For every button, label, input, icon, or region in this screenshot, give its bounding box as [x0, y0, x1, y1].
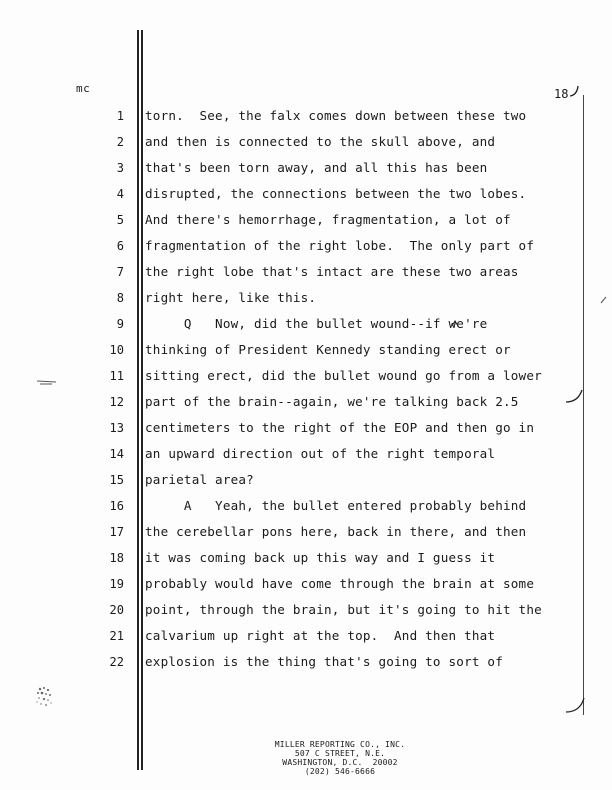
transcript-line	[0, 311, 612, 337]
line-text: A Yeah, the bullet entered probably behind	[145, 498, 527, 513]
line-number: 14	[109, 447, 124, 461]
line-text: part of the brain--again, we're talking back 2.5	[145, 394, 519, 409]
footer-phone: (202) 546-6666	[304, 767, 376, 776]
line-number: 12	[109, 395, 124, 409]
line-text: an upward direction out of the right temporal	[145, 446, 496, 461]
line-number: 22	[109, 655, 124, 669]
right-tick-mark	[600, 296, 608, 304]
transcript-line	[0, 181, 612, 207]
line-text: centimeters to the right of the EOP and then go in	[145, 420, 535, 435]
line-text: sitting erect, did the bullet wound go from a lower	[145, 368, 542, 383]
transcript-line	[0, 493, 612, 519]
line-number: 11	[109, 369, 124, 383]
line-text: right here, like this.	[145, 290, 317, 305]
footer-company: MILLER REPORTING CO., INC.	[274, 740, 406, 749]
footer-street: 507 C STREET, N.E.	[294, 749, 386, 758]
line-text: the cerebellar pons here, back in there, and then	[145, 524, 527, 539]
scan-smudge-icon	[30, 683, 58, 713]
transcript-line	[0, 363, 612, 389]
transcript-line	[0, 207, 612, 233]
transcript-line	[0, 389, 612, 415]
line-number: 18	[109, 551, 124, 565]
line-text: calvarium up right at the top. And then that	[145, 628, 496, 643]
transcript-line	[0, 571, 612, 597]
line-number: 19	[109, 577, 124, 591]
insertion-caret-mark	[451, 320, 459, 328]
transcript-line	[0, 467, 612, 493]
reporter-footer	[240, 740, 440, 776]
line-text: And there's hemorrhage, fragmentation, a lot of	[145, 212, 511, 227]
transcript-line	[0, 623, 612, 649]
line-text: thinking of President Kennedy standing erect or	[145, 342, 511, 357]
line-number: 15	[109, 473, 124, 487]
line-text: probably would have come through the brain at some	[145, 576, 535, 591]
line-number: 7	[116, 265, 124, 279]
line-number: 6	[116, 239, 124, 253]
line-number: 13	[109, 421, 124, 435]
line-text: torn. See, the falx comes down between these two	[145, 108, 527, 123]
line-text: that's been torn away, and all this has been	[145, 160, 488, 175]
line-number: 2	[116, 135, 124, 149]
line-text: disrupted, the connections between the two lobes.	[145, 186, 527, 201]
line-number: 10	[109, 343, 124, 357]
transcript-line	[0, 129, 612, 155]
line-text: Q Now, did the bullet wound--if we're	[145, 316, 488, 331]
line-text: parietal area?	[145, 472, 254, 487]
transcript-line	[0, 649, 612, 675]
line-text: explosion is the thing that's going to sort of	[145, 654, 503, 669]
line-number: 21	[109, 629, 124, 643]
reporter-initials: mc	[76, 82, 91, 95]
line-number: 5	[116, 213, 124, 227]
line-number: 20	[109, 603, 124, 617]
line-number: 3	[116, 161, 124, 175]
line-text: and then is connected to the skull above, and	[145, 134, 496, 149]
transcript-line	[0, 545, 612, 571]
transcript-line	[0, 441, 612, 467]
line-text: the right lobe that's intact are these two areas	[145, 264, 519, 279]
transcript-line	[0, 415, 612, 441]
margin-tick-mark	[36, 378, 58, 386]
line-number: 8	[116, 291, 124, 305]
transcript-line	[0, 285, 612, 311]
transcript-line	[0, 597, 612, 623]
right-curl-mark	[564, 388, 584, 408]
line-number: 16	[109, 499, 124, 513]
right-bottom-curl-mark	[564, 696, 586, 718]
line-text: point, through the brain, but it's going to hit the	[145, 602, 542, 617]
footer-city: WASHINGTON, D.C. 20002	[282, 758, 398, 767]
transcript-line	[0, 103, 612, 129]
line-number: 4	[116, 187, 124, 201]
line-number: 17	[109, 525, 124, 539]
page-number: 18	[554, 87, 569, 101]
line-number: 1	[116, 109, 124, 123]
transcript-line	[0, 337, 612, 363]
line-number: 9	[116, 317, 124, 331]
transcript-line	[0, 519, 612, 545]
transcript-line	[0, 233, 612, 259]
line-text: fragmentation of the right lobe. The only part of	[145, 238, 535, 253]
line-text: it was coming back up this way and I guess it	[145, 550, 496, 565]
corner-mark-icon	[568, 84, 580, 98]
transcript-line	[0, 155, 612, 181]
transcript-line	[0, 259, 612, 285]
